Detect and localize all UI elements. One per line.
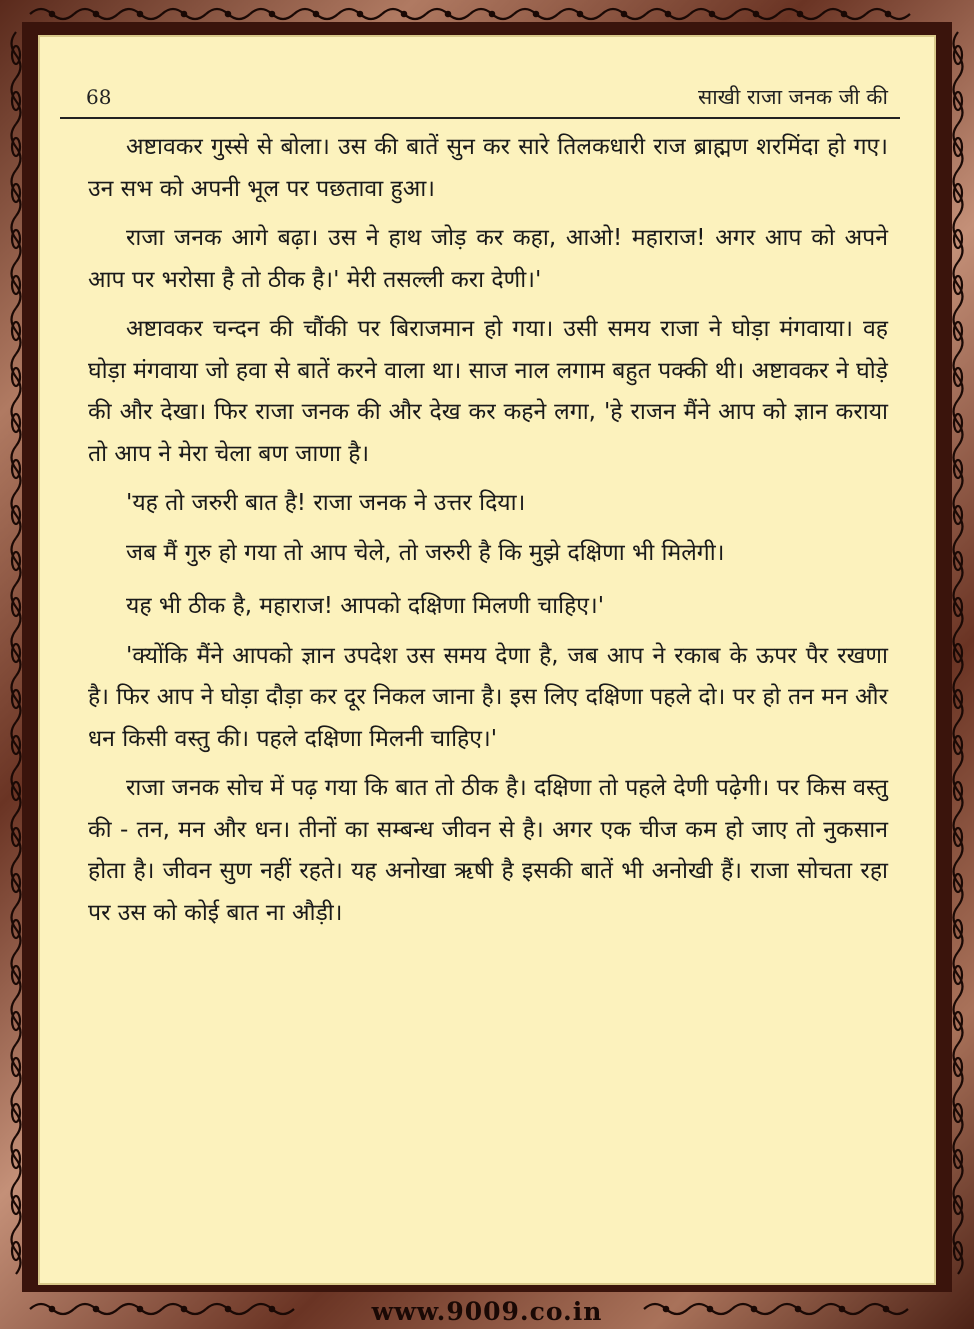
dot-ornament [226, 12, 230, 16]
dot-ornament [886, 12, 890, 16]
paragraph: राजा जनक सोच में पढ़ गया कि बात तो ठीक है। दक्षिणा तो पहले देणी पढ़ेगी। पर किस वस्तु की - तन, मन और धन। तीनों का सम्बन्ध जीवन से है। अगर एक चीज कम हो जाए तो नुकसान होता है। जीवन सुण नहीं रहते। यह अनोखा ऋषी है इसकी बातें भी अनोखी हैं। राजा सोचता रहा पर उस को कोई बात ना औड़ी। [88, 775, 888, 926]
paragraph: 'क्योंकि मैंने आपको ज्ञान उपदेश उस समय देणा है, जब आप ने रकाब के ऊपर पैर रखणा है। फिर आप ने घोड़ा दौड़ा कर दूर निकल जाना है। इस लिए दक्षिणा पहले दो। पर हो तन मन और धन किसी वस्तु की। पहले दक्षिणा मिलनी चाहिए।' [88, 642, 888, 752]
dot-ornament [622, 12, 626, 16]
paragraph: अष्टावकर चन्दन की चौंकी पर बिराजमान हो गया। उसी समय राजा ने घोड़ा मंगवाया। वह घोड़ा मंगवाया जो हवा से बातें करने वाला था। साज नाल लगाम बहुत पक्की थी। अष्टावकर ने घोड़े की और देखा। फिर राजा जनक की और देख कर कहने लगा, 'हे राजन मैंने आप को ज्ञान कराया तो आप ने मेरा चेला बण जाणा है। [88, 316, 888, 467]
dot-ornament [358, 12, 362, 16]
ornament-left [12, 32, 21, 1274]
dot-ornament [754, 12, 758, 16]
dot-ornament [182, 12, 186, 16]
header-rule [60, 117, 900, 119]
dot-ornament [710, 12, 714, 16]
dot-ornament [314, 12, 318, 16]
dot-ornament [94, 12, 98, 16]
paragraph: 'यह तो जरुरी बात है! राजा जनक ने उत्तर दिया। [126, 490, 526, 516]
dot-ornament [842, 12, 846, 16]
dot-ornament [270, 12, 274, 16]
dot-ornament [402, 12, 406, 16]
dot-ornament [446, 12, 450, 16]
dot-ornament [798, 12, 802, 16]
running-title: साखी राजा जनक जी की [698, 85, 888, 109]
dot-ornament [578, 12, 582, 16]
paragraph: अष्टावकर गुस्से से बोला। उस की बातें सुन कर सारे तिलकधारी राज ब्राह्मण शरमिंदा हो गए। उन सभ को अपनी भूल पर पछतावा हुआ। [88, 134, 888, 202]
dot-ornament [50, 12, 54, 16]
paragraph: राजा जनक आगे बढ़ा। उस ने हाथ जोड़ कर कहा, आओ! महाराज! अगर आप को अपने आप पर भरोसा है तो ठीक है।' मेरी तसल्ली करा देणी।' [88, 225, 888, 293]
ornament-top [30, 9, 910, 19]
dot-ornament [534, 12, 538, 16]
page-header [38, 35, 936, 125]
footer-url[interactable]: www.9009.co.in [371, 1297, 603, 1326]
paragraph: जब मैं गुरु हो गया तो आप चेले, तो जरुरी है कि मुझे दक्षिणा भी मिलेगी। [126, 539, 725, 566]
ornament-right [954, 32, 963, 1274]
body-text [88, 127, 888, 942]
dot-ornament [138, 12, 142, 16]
page-sheet [38, 35, 936, 1285]
paragraph: यह भी ठीक है, महाराज! आपको दक्षिणा मिलणी चाहिए।' [126, 593, 605, 619]
dot-ornament [666, 12, 670, 16]
page-number: 68 [86, 85, 112, 109]
dot-ornament [490, 12, 494, 16]
